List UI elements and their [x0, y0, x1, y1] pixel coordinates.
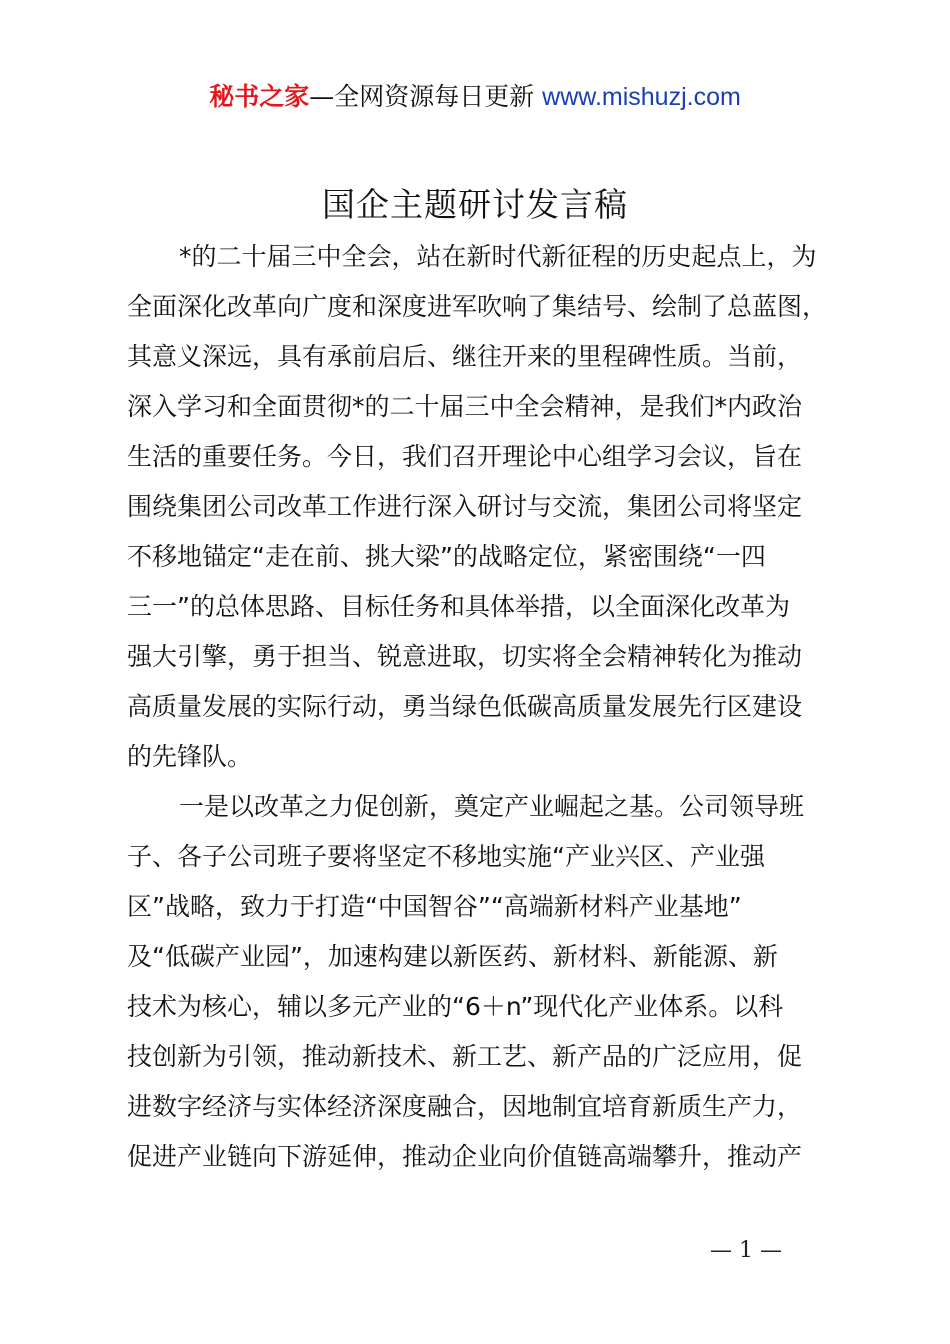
text-line: 围绕集团公司改革工作进行深入研讨与交流，集团公司将坚定	[127, 492, 803, 521]
text-line: 子、各子公司班子要将坚定不移地实施“产业兴区、产业强	[127, 842, 765, 871]
text-line: 不移地锚定“走在前、挑大梁”的战略定位，紧密围绕“一四	[127, 542, 766, 571]
paragraph-1	[127, 232, 832, 782]
text-line: 生活的重要任务。今日，我们召开理论中心组学习会议，旨在	[127, 442, 803, 471]
text-line: 其意义深远，具有承前启后、继往开来的里程碑性质。当前，	[127, 342, 803, 371]
text-line: 深入学习和全面贯彻*的二十届三中全会精神，是我们*内政治	[127, 392, 803, 421]
site-url-link[interactable]: www.mishuzj.com	[542, 83, 741, 111]
text-line: 技创新为引领，推动新技术、新工艺、新产品的广泛应用，促	[127, 1042, 803, 1071]
text-line: 的先锋队。	[127, 742, 253, 771]
page-number: — 1 —	[710, 1238, 782, 1263]
text-line: 促进产业链向下游延伸，推动企业向价值链高端攀升，推动产	[127, 1142, 803, 1171]
document-title: 国企主题研讨发言稿	[322, 185, 628, 224]
paragraph-2	[127, 782, 832, 1182]
text-line: 技术为核心，辅以多元产业的“6＋n”现代化产业体系。以科	[127, 992, 784, 1021]
text-line: 进数字经济与实体经济深度融合，因地制宜培育新质生产力，	[127, 1092, 803, 1121]
text-line: 区”战略，致力于打造“中国智谷”“高端新材料产业基地”	[127, 892, 742, 921]
text-line: 三一”的总体思路、目标任务和具体举措，以全面深化改革为	[127, 592, 790, 621]
text-line: 高质量发展的实际行动，勇当绿色低碳高质量发展先行区建设	[127, 692, 803, 721]
document-body	[127, 232, 832, 1182]
text-line: 一是以改革之力促创新，奠定产业崛起之基。公司领导班	[179, 792, 805, 821]
site-slogan: —全网资源每日更新	[309, 82, 543, 111]
site-header	[0, 80, 950, 114]
text-line: *的二十届三中全会，站在新时代新征程的历史起点上，为	[179, 242, 817, 271]
site-brand: 秘书之家	[209, 82, 310, 111]
text-line: 及“低碳产业园”，加速构建以新医药、新材料、新能源、新	[127, 942, 778, 971]
text-line: 全面深化改革向广度和深度进军吹响了集结号、绘制了总蓝图，	[127, 292, 828, 321]
text-line: 强大引擎，勇于担当、锐意进取，切实将全会精神转化为推动	[127, 642, 803, 671]
